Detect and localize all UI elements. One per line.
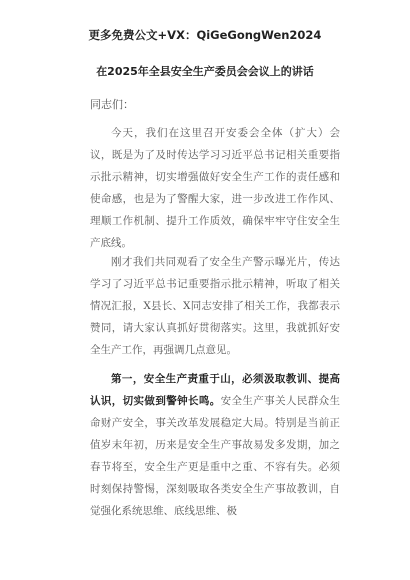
speech-title: 在2025年全县安全生产委员会会议上的讲话 (96, 65, 314, 78)
paragraph-review (90, 251, 340, 361)
point-heading: 第一，安全生产责重于山，必须汲取教训、提高认识，切实做到警钟长鸣。 (90, 373, 340, 407)
paragraph-opening (90, 122, 340, 254)
paragraph-text: 安全生产事关人民群众生命财产安全，事关改革发展稳定大局。特别是当前正值岁末年初，历来是安全生产事故易发多发期，加之春节将至，安全生产更是重中之重、不容有失。必须时刻保持警惕，深刻吸取各类安全生产事故教训，自觉强化系统思维、底线思维、极 (90, 395, 341, 517)
paragraph-point-one (90, 368, 340, 522)
paragraph-text: 今天，我们在这里召开安委会全体（扩大）会议，既是为了及时传达学习习近平总书记相关重要指示批示精神，切实增强做好安全生产工作的责任感和使命感，也是为了警醒大家，进一步改进工作作风、理顺工作机制、提升工作质效，确保牢牢守住安全生产底线。 (90, 127, 340, 249)
paragraph-text: 刚才我们共同观看了安全生产警示曝光片，传达学习了习近平总书记重要指示批示精神，听取了相关情况汇报，X县长、X同志安排了相关工作，我都表示赞同，请大家认真抓好贯彻落实。这里，我就抓好安全生产工作，再强调几点意见。 (90, 256, 340, 356)
salutation: 同志们： (90, 98, 134, 111)
promo-header: 更多免费公文+VX：QiGeGongWen2024 (88, 28, 322, 42)
